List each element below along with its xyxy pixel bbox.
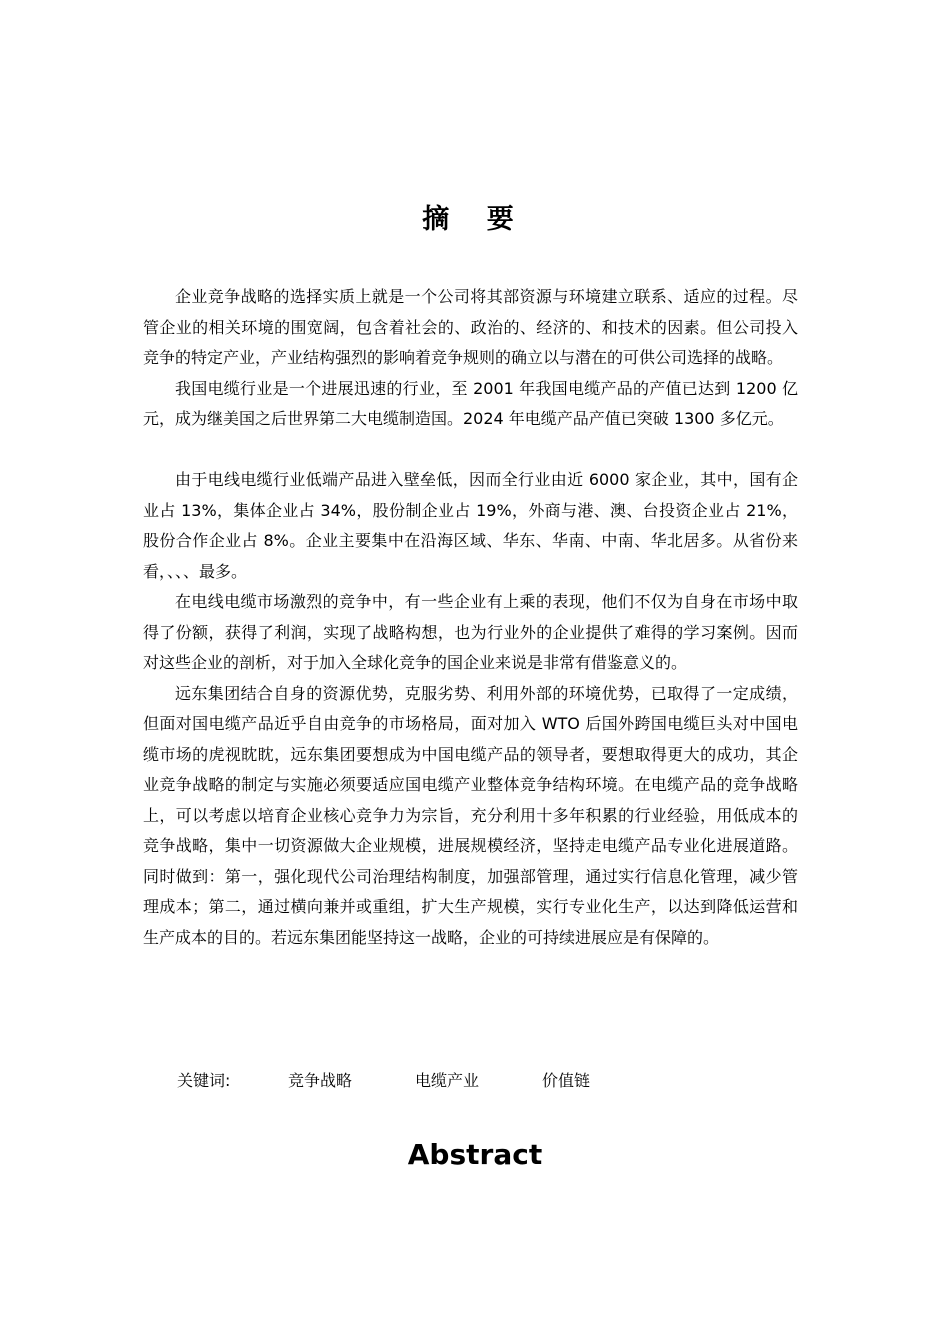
paragraph-4: 在电线电缆市场激烈的竞争中，有一些企业有上乘的表现，他们不仅为自身在市场中取得了份额，获得了利润，实现了战略构想，也为行业外的企业提供了难得的学习案例。因而对这些企业的剖析，对于加入全球化竞争的国企业来说是非常有借鉴意义的。 xyxy=(143,592,798,672)
paragraph-spacer xyxy=(143,435,798,466)
keywords-label: 关键词: xyxy=(177,1071,231,1090)
keywords-line xyxy=(177,1066,590,1096)
paragraph-3: 由于电线电缆行业低端产品进入壁垒低，因而全行业由近 6000 家企业，其中，国有企业占 13%，集体企业占 34%，股份制企业占 19%，外商与港、澳、台投资企业占 21%，股份合作企业占 8%。企业主要集中在沿海区域、华东、华南、中南、华北居多。从省份来看，、、、最多。 xyxy=(143,470,798,581)
keyword-item: 价值链 xyxy=(542,1071,591,1090)
keyword-item: 竞争战略 xyxy=(288,1071,353,1090)
paragraph-5: 远东集团结合自身的资源优势，克服劣势、利用外部的环境优势，已取得了一定成绩，但面对国电缆产品近乎自由竞争的市场格局，面对加入 WTO 后国外跨国电缆巨头对中国电缆市场的虎视眈眈，远东集团要想成为中国电缆产品的领导者，要想取得更大的成功，其企业竞争战略的制定与实施必须要适应国电缆产业整体竞争结构环境。在电缆产品的竞争战略上，可以考虑以培育企业核心竞争力为宗旨，充分利用十多年积累的行业经验，用低成本的竞争战略，集中一切资源做大企业规模，进展规模经济，坚持走电缆产品专业化进展道路。同时做到：第一，强化现代公司治理结构制度，加强部管理，通过实行信息化管理，减少管理成本；第二，通过横向兼并或重组，扩大生产规模，实行专业化生产，以达到降低运营和生产成本的目的。若远东集团能坚持这一战略，企业的可持续进展应是有保障的。 xyxy=(143,683,798,947)
abstract-cn-title: 摘 要 xyxy=(422,204,528,235)
paragraph-1: 企业竞争战略的选择实质上就是一个公司将其部资源与环境建立联系、适应的过程。尽管企业的相关环境的围宽阔，包含着社会的、政治的、经济的、和技术的因素。但公司投入竞争的特定产业，产业结构强烈的影响着竞争规则的确立以与潜在的可供公司选择的战略。 xyxy=(143,287,798,367)
keyword-item: 电缆产业 xyxy=(415,1071,480,1090)
abstract-body xyxy=(143,282,798,953)
paragraph-2: 我国电缆行业是一个进展迅速的行业，至 2001 年我国电缆产品的产值已达到 1200 亿元，成为继美国之后世界第二大电缆制造国。2024 年电缆产品产值已突破 1300 多亿元。 xyxy=(143,378,798,428)
abstract-en-title: Abstract xyxy=(407,1138,543,1171)
